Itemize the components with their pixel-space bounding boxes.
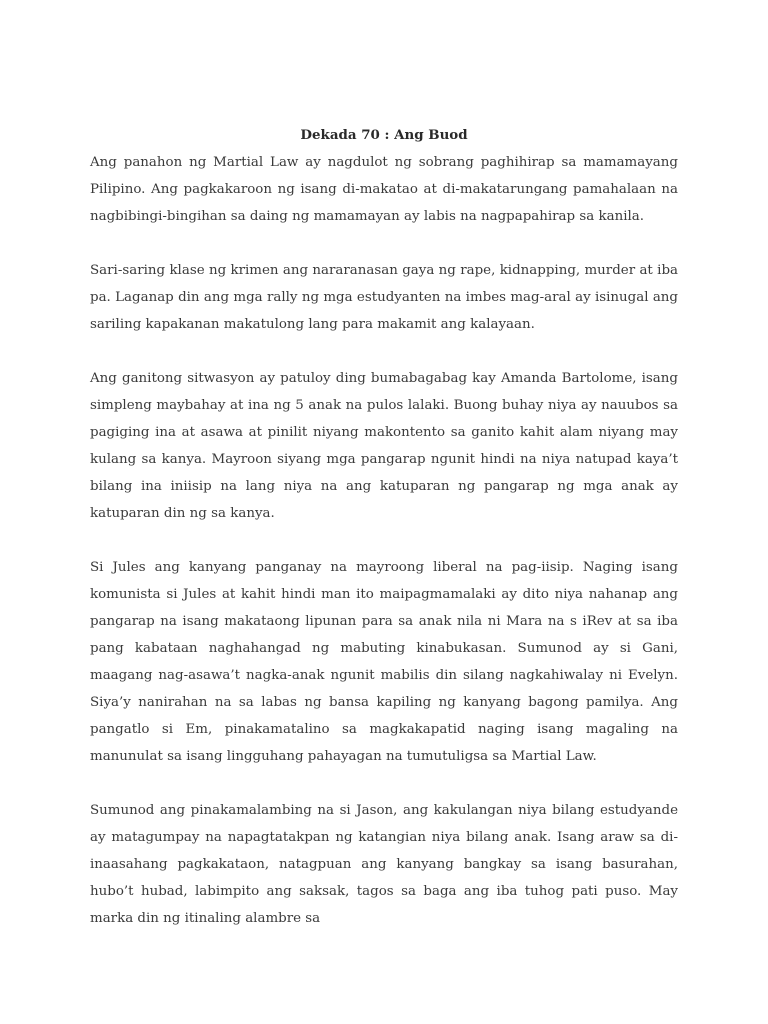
paragraph-3: Ang ganitong sitwasyon ay patuloy ding bumabagabag kay Amanda Bartolome, isang simpleng maybahay at ina ng 5 anak na pulos lalaki. Buong buhay niya ay nauubos sa pagiging ina at asawa at pinilit niyang makontento sa ganito kahit alam niyang may kulang sa kanya. Mayroon siyang mga pangarap ngunit hindi na niya natupad kaya’t bilang ina iniisip na lang niya na ang katuparan ng pangarap ng mga anak ay katuparan din ng sa kanya. <box>90 371 678 521</box>
paragraph-4: Si Jules ang kanyang panganay na mayroong liberal na pag-iisip. Naging isang komunista si Jules at kahit hindi man ito maipagmamalaki ay dito niya nahanap ang pangarap na isang makataong lipunan para sa anak nila ni Mara na s iRev at sa iba pang kabataan naghahangad ng mabuting kinabukasan. Sumunod ay si Gani, maagang nag-asawa’t nagka-anak ngunit mabilis din silang nagkahiwalay ni Evelyn. Siya’y nanirahan na sa labas ng bansa kapiling ng kanyang bagong pamilya. Ang pangatlo si Em, pinakamatalino sa magkakapatid naging isang magaling na manunulat sa isang lingguhang pahayagan na tumutuligsa sa Martial Law. <box>90 560 678 764</box>
paragraph-2: Sari-saring klase ng krimen ang nararanasan gaya ng rape, kidnapping, murder at iba pa. Laganap din ang mga rally ng mga estudyanten na imbes mag-aral ay isinugal ang sariling kapakanan makatulong lang para makamit ang kalayaan. <box>90 263 678 332</box>
paragraph-5: Sumunod ang pinakamalambing na si Jason, ang kakulangan niya bilang estudyande ay matagumpay na napagtatakpan ng katangian niya bilang anak. Isang araw sa di-inaasahang pagkakataon, natagpuan ang kanyang bangkay sa isang basurahan, hubo’t hubad, labimpito ang saksak, tagos sa baga ang iba tuhog pati puso. May marka din ng itinaling alambre sa <box>90 803 678 926</box>
document-page <box>90 122 678 959</box>
document-title: Dekada 70 : Ang Buod <box>300 127 468 143</box>
paragraph-1: Ang panahon ng Martial Law ay nagdulot ng sobrang paghihirap sa mamamayang Pilipino. Ang pagkakaroon ng isang di-makatao at di-makatarungang pamahalaan na nagbibingi-bingihan sa daing ng mamamayan ay labis na nagpapahirap sa kanila. <box>90 155 678 224</box>
